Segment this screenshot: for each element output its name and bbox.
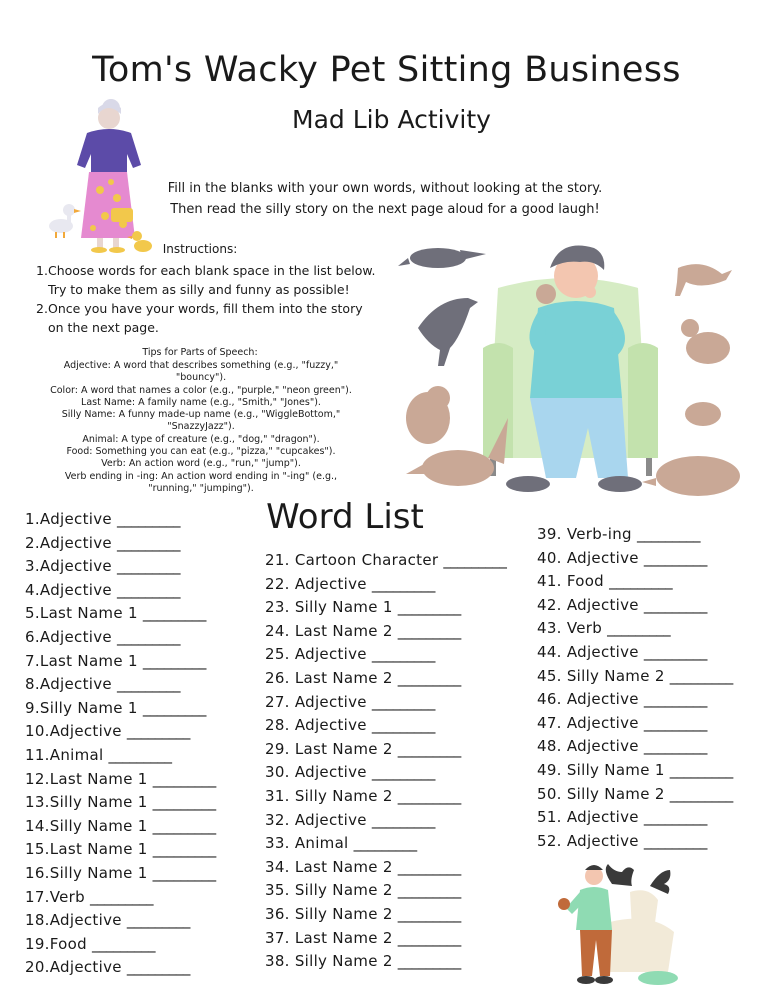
tip-item: Animal: A type of creature (e.g., "dog," "dragon"). xyxy=(82,433,320,445)
tip-item: Adjective: A word that describes something (e.g., "fuzzy," "bouncy"). xyxy=(63,360,339,384)
word-list-label: 40. Adjective xyxy=(537,548,639,567)
word-list-label: 34. Last Name 2 xyxy=(265,857,393,876)
tip-item: Last Name: A family name (e.g., "Smith," "Jones"). xyxy=(81,396,321,408)
word-list-item xyxy=(25,793,216,811)
word-list-item xyxy=(25,604,206,622)
word-list-item xyxy=(537,643,707,661)
word-list-item xyxy=(25,675,180,693)
word-blank-line[interactable]: _________ xyxy=(643,831,707,850)
word-list-item xyxy=(25,699,206,717)
word-list-item xyxy=(25,746,172,764)
word-blank-line[interactable]: _________ xyxy=(643,713,707,732)
word-blank-line[interactable]: _________ xyxy=(443,551,507,569)
word-list-item xyxy=(25,770,216,788)
word-list-label: 49. Silly Name 1 xyxy=(537,761,665,779)
word-blank-line[interactable]: _________ xyxy=(397,857,461,876)
instruction-item xyxy=(37,299,377,337)
word-list-label: 2.Adjective xyxy=(25,533,112,552)
word-list-item xyxy=(25,510,180,528)
word-list-label: 9.Silly Name 1 xyxy=(25,698,138,717)
word-list-item xyxy=(537,596,707,614)
word-blank-line[interactable]: _________ xyxy=(126,911,190,930)
word-blank-line[interactable]: _________ xyxy=(371,810,435,829)
word-blank-line[interactable]: _________ xyxy=(117,580,181,599)
word-list-item xyxy=(537,832,707,850)
word-list-label: 5.Last Name 1 xyxy=(25,604,138,623)
instruction-text: Choose words for each blank space in the list below. Try to make them as silly and funny as possible! xyxy=(48,263,376,297)
word-list-label: 24. Last Name 2 xyxy=(265,621,393,640)
instructions-list xyxy=(37,261,377,337)
word-list-item xyxy=(265,598,461,616)
word-blank-line[interactable]: _________ xyxy=(397,598,461,617)
word-blank-line[interactable]: _________ xyxy=(92,934,156,953)
word-blank-line[interactable]: _________ xyxy=(636,525,700,543)
word-list-label: 27. Adjective xyxy=(265,692,367,711)
word-list-item xyxy=(265,575,435,593)
word-blank-line[interactable]: _________ xyxy=(397,739,461,758)
word-list-label: 14.Silly Name 1 xyxy=(25,816,148,835)
word-list-label: 52. Adjective xyxy=(537,831,639,850)
word-list-label: 35. Silly Name 2 xyxy=(265,881,393,900)
word-list-item xyxy=(265,858,461,876)
word-list-label: 30. Adjective xyxy=(265,763,367,782)
word-list-item xyxy=(265,905,461,923)
pet-sitter-illustration xyxy=(398,228,748,503)
word-blank-line[interactable]: _________ xyxy=(117,628,181,646)
word-list-label: 28. Adjective xyxy=(265,716,367,735)
word-blank-line[interactable]: _________ xyxy=(152,864,216,882)
word-blank-line[interactable]: _________ xyxy=(152,769,216,788)
word-list-item xyxy=(265,551,506,569)
word-list-item xyxy=(25,652,206,670)
word-blank-line[interactable]: _________ xyxy=(643,548,707,567)
word-list-item xyxy=(537,549,707,567)
word-blank-line[interactable]: _________ xyxy=(142,651,206,670)
word-list-heading: Word List xyxy=(266,497,424,537)
word-list-item xyxy=(537,572,672,590)
word-blank-line[interactable]: _________ xyxy=(371,574,435,593)
grandma-illustration xyxy=(45,98,160,258)
word-list-label: 6.Adjective xyxy=(25,628,112,646)
word-blank-line[interactable]: _________ xyxy=(643,595,707,614)
word-list-label: 38. Silly Name 2 xyxy=(265,952,393,971)
word-list-label: 46. Adjective xyxy=(537,690,639,709)
instruction-text: Once you have your words, fill them into the story on the next page. xyxy=(48,301,363,335)
word-list-label: 3.Adjective xyxy=(25,557,112,576)
word-list-item xyxy=(25,864,216,882)
word-list-item xyxy=(537,808,707,826)
word-list-item xyxy=(537,737,707,755)
tip-item: Verb: An action word (e.g., "run," "jump"). xyxy=(101,458,301,470)
word-list-item xyxy=(537,619,670,637)
word-blank-line[interactable]: _________ xyxy=(117,533,181,552)
word-list-item xyxy=(537,525,700,543)
word-list-label: 26. Last Name 2 xyxy=(265,669,393,687)
word-list-label: 36. Silly Name 2 xyxy=(265,905,393,923)
word-list-label: 13.Silly Name 1 xyxy=(25,793,148,812)
word-list-label: 48. Adjective xyxy=(537,737,639,756)
tip-item: Silly Name: A funny made-up name (e.g., "WiggleBottom," "SnazzyJazz"). xyxy=(61,409,341,433)
word-list-label: 41. Food xyxy=(537,572,604,591)
word-list-item xyxy=(265,881,461,899)
word-blank-line[interactable]: _________ xyxy=(126,722,190,741)
word-list-label: 20.Adjective xyxy=(25,958,122,977)
intro-text xyxy=(150,178,620,220)
word-list-label: 22. Adjective xyxy=(265,574,367,593)
word-blank-line[interactable]: _________ xyxy=(142,604,206,623)
word-blank-line[interactable]: _________ xyxy=(397,669,461,687)
intro-line-2: Then read the silly story on the next page aloud for a good laugh! xyxy=(170,202,600,217)
moose-illustration xyxy=(550,862,690,987)
word-blank-line[interactable]: _________ xyxy=(397,881,461,900)
word-list-item xyxy=(25,888,153,906)
word-blank-line[interactable]: _________ xyxy=(353,834,417,853)
word-list-item xyxy=(265,716,435,734)
word-list-label: 18.Adjective xyxy=(25,911,122,930)
word-blank-line[interactable]: _________ xyxy=(371,716,435,735)
page-subtitle: Mad Lib Activity xyxy=(292,105,491,134)
word-blank-line[interactable]: _________ xyxy=(117,557,181,576)
word-list-item xyxy=(265,929,461,947)
word-list-label: 32. Adjective xyxy=(265,810,367,829)
word-list-item xyxy=(265,952,461,970)
word-list-item xyxy=(265,811,435,829)
word-blank-line[interactable]: _________ xyxy=(397,928,461,947)
word-list-label: 8.Adjective xyxy=(25,675,112,694)
word-list-item xyxy=(265,669,461,687)
word-list-item xyxy=(25,722,190,740)
word-blank-line[interactable]: _________ xyxy=(90,887,154,906)
word-list-label: 29. Last Name 2 xyxy=(265,739,393,758)
word-list-label: 17.Verb xyxy=(25,887,85,906)
word-list-item xyxy=(25,958,190,976)
word-list-item xyxy=(265,693,435,711)
word-list-item xyxy=(537,690,707,708)
word-list-label: 11.Animal xyxy=(25,746,104,764)
word-list-item xyxy=(265,622,461,640)
word-list-item xyxy=(25,817,216,835)
word-blank-line[interactable]: _________ xyxy=(607,619,671,638)
word-list-item xyxy=(25,628,180,646)
word-blank-line[interactable]: _________ xyxy=(371,645,435,664)
word-blank-line[interactable]: _________ xyxy=(669,784,733,803)
word-list-label: 21. Cartoon Character xyxy=(265,551,439,569)
word-list-label: 12.Last Name 1 xyxy=(25,769,148,788)
word-list-label: 43. Verb xyxy=(537,619,603,638)
word-blank-line[interactable]: _________ xyxy=(397,952,461,971)
word-list-item xyxy=(537,714,707,732)
word-list-label: 44. Adjective xyxy=(537,643,639,661)
word-list-item xyxy=(265,645,435,663)
word-list-label: 45. Silly Name 2 xyxy=(537,666,665,685)
tip-item: Verb ending in -ing: An action word ending in "-ing" (e.g., "running," "jumping"). xyxy=(64,470,338,494)
word-blank-line[interactable]: _________ xyxy=(669,666,733,685)
word-list-label: 1.Adjective xyxy=(25,510,112,528)
word-list-label: 31. Silly Name 2 xyxy=(265,787,393,805)
word-blank-line[interactable]: _________ xyxy=(397,787,461,805)
tip-item: Food: Something you can eat (e.g., "pizza," "cupcakes"). xyxy=(66,446,336,458)
word-blank-line[interactable]: _________ xyxy=(126,958,190,977)
word-blank-line[interactable]: _________ xyxy=(152,793,216,812)
word-blank-line[interactable]: _________ xyxy=(117,510,181,528)
word-list-label: 16.Silly Name 1 xyxy=(25,864,148,882)
word-list-item xyxy=(537,785,733,803)
word-list-item xyxy=(537,761,733,779)
instruction-item xyxy=(37,261,377,299)
word-list-label: 19.Food xyxy=(25,934,87,953)
word-list-item xyxy=(25,557,180,575)
word-list-label: 33. Animal xyxy=(265,834,349,853)
word-list-label: 25. Adjective xyxy=(265,645,367,664)
word-list-item xyxy=(25,935,155,953)
word-blank-line[interactable]: _________ xyxy=(643,690,707,709)
word-blank-line[interactable]: _________ xyxy=(371,763,435,782)
word-blank-line[interactable]: _________ xyxy=(669,761,733,779)
tip-item: Color: A word that names a color (e.g., "purple," "neon green"). xyxy=(50,384,352,396)
word-list-label: 4.Adjective xyxy=(25,580,112,599)
word-blank-line[interactable]: _________ xyxy=(643,643,707,661)
word-list-item xyxy=(537,667,733,685)
word-list-item xyxy=(265,787,461,805)
word-list-label: 7.Last Name 1 xyxy=(25,651,138,670)
word-list-label: 10.Adjective xyxy=(25,722,122,741)
word-list-label: 37. Last Name 2 xyxy=(265,928,393,947)
word-blank-line[interactable]: _________ xyxy=(609,572,673,591)
word-blank-line[interactable]: _________ xyxy=(152,816,216,835)
page-title: Tom's Wacky Pet Sitting Business xyxy=(92,50,681,90)
word-list-label: 47. Adjective xyxy=(537,713,639,732)
word-blank-line[interactable]: _________ xyxy=(371,692,435,711)
word-blank-line[interactable]: _________ xyxy=(643,737,707,756)
tips-heading: Tips for Parts of Speech: xyxy=(142,347,258,358)
word-list-label: 51. Adjective xyxy=(537,808,639,827)
instruction-number: 2. xyxy=(36,301,48,316)
word-blank-line[interactable]: _________ xyxy=(397,905,461,923)
word-blank-line[interactable]: _________ xyxy=(152,840,216,859)
word-list-item xyxy=(25,581,180,599)
tips-list xyxy=(40,360,362,495)
word-list-item xyxy=(25,840,216,858)
word-list-item xyxy=(265,834,417,852)
word-list-label: 15.Last Name 1 xyxy=(25,840,148,859)
word-list-item xyxy=(265,763,435,781)
word-list-label: 50. Silly Name 2 xyxy=(537,784,665,803)
word-list-label: 42. Adjective xyxy=(537,595,639,614)
word-list-label: 23. Silly Name 1 xyxy=(265,598,393,617)
instruction-number: 1. xyxy=(36,263,48,278)
word-list-item xyxy=(25,911,190,929)
word-list-item xyxy=(265,740,461,758)
intro-line-1: Fill in the blanks with your own words, without looking at the story. xyxy=(167,181,603,196)
word-blank-line[interactable]: _________ xyxy=(397,621,461,640)
word-list-item xyxy=(25,534,180,552)
word-blank-line[interactable]: _________ xyxy=(643,808,707,827)
word-blank-line[interactable]: _________ xyxy=(117,675,181,694)
word-blank-line[interactable]: _________ xyxy=(142,698,206,717)
word-list-label: 39. Verb-ing xyxy=(537,525,632,543)
word-blank-line[interactable]: _________ xyxy=(108,746,172,764)
instructions-heading: Instructions: xyxy=(162,242,238,256)
